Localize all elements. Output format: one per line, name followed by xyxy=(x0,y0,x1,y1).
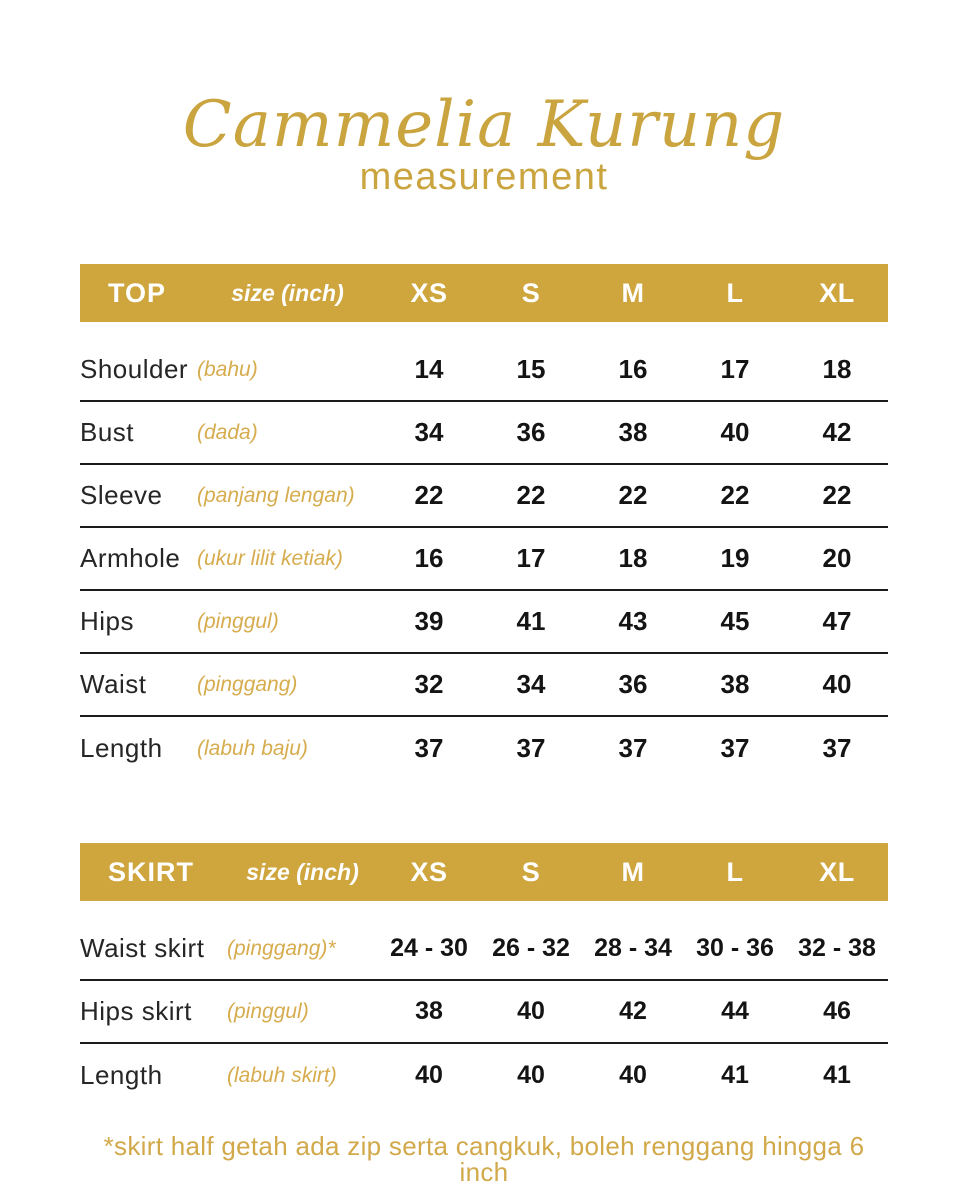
cell-value: 43 xyxy=(618,606,648,636)
cell-value: 40 xyxy=(415,1061,443,1089)
skirt-size-table xyxy=(80,843,888,1107)
cell-value: 38 xyxy=(618,417,648,447)
row-sublabel: (dada) xyxy=(197,420,258,444)
cell-value: 18 xyxy=(618,543,648,573)
size-unit-label: size (inch) xyxy=(246,858,359,885)
row-label: Hips xyxy=(80,606,135,636)
cell-value: 37 xyxy=(720,733,750,763)
table-header-bar xyxy=(80,843,888,901)
cell-value: 22 xyxy=(516,480,546,510)
cell-value: 17 xyxy=(516,543,546,573)
row-header xyxy=(80,606,378,637)
table-row xyxy=(80,339,888,402)
table-row xyxy=(80,591,888,654)
cell-value: 22 xyxy=(618,480,648,510)
size-column-header: XL xyxy=(819,856,855,887)
size-column-header: L xyxy=(726,277,744,308)
cell-value: 28 - 34 xyxy=(594,934,672,962)
cell-value: 36 xyxy=(516,417,546,447)
size-column-header: S xyxy=(521,277,541,308)
row-header xyxy=(80,669,378,700)
cell-value: 22 xyxy=(414,480,444,510)
row-sublabel: (labuh baju) xyxy=(197,736,308,760)
page-subtitle: measurement xyxy=(359,156,609,198)
cell-value: 16 xyxy=(618,354,648,384)
cell-value: 24 - 30 xyxy=(390,934,468,962)
table-row xyxy=(80,528,888,591)
table-row xyxy=(80,1044,888,1107)
size-column-header: XL xyxy=(819,277,855,308)
cell-value: 37 xyxy=(618,733,648,763)
cell-value: 46 xyxy=(823,997,851,1025)
row-header xyxy=(80,480,378,511)
cell-value: 37 xyxy=(414,733,444,763)
cell-value: 41 xyxy=(721,1061,749,1089)
row-label: Armhole xyxy=(80,543,181,573)
cell-value: 45 xyxy=(720,606,750,636)
row-header xyxy=(80,1060,378,1091)
row-sublabel: (pinggang)* xyxy=(227,936,336,960)
row-label: Shoulder xyxy=(80,354,189,384)
measurement-sheet xyxy=(80,88,888,1187)
size-column-header: S xyxy=(521,856,541,887)
cell-value: 32 xyxy=(414,669,444,699)
cell-value: 47 xyxy=(822,606,852,636)
footnote: *skirt half getah ada zip serta cangkuk, boleh renggang hingga 6 inch xyxy=(103,1131,865,1187)
size-unit-label: size (inch) xyxy=(231,279,344,306)
table-name: TOP xyxy=(108,277,167,308)
table-row xyxy=(80,981,888,1044)
cell-value: 40 xyxy=(517,1061,545,1089)
cell-value: 39 xyxy=(414,606,444,636)
cell-value: 40 xyxy=(517,997,545,1025)
row-label: Waist xyxy=(80,669,147,699)
row-sublabel: (pinggul) xyxy=(197,609,279,633)
row-label: Length xyxy=(80,1060,163,1090)
cell-value: 22 xyxy=(822,480,852,510)
cell-value: 40 xyxy=(822,669,852,699)
table-row xyxy=(80,918,888,981)
cell-value: 16 xyxy=(414,543,444,573)
row-label: Bust xyxy=(80,417,135,447)
cell-value: 17 xyxy=(720,354,750,384)
row-header xyxy=(80,933,378,964)
table-row xyxy=(80,654,888,717)
cell-value: 36 xyxy=(618,669,648,699)
cell-value: 18 xyxy=(822,354,852,384)
row-header xyxy=(80,543,378,574)
size-column-header: M xyxy=(621,277,645,308)
table-row xyxy=(80,465,888,528)
cell-value: 42 xyxy=(822,417,852,447)
cell-value: 42 xyxy=(619,997,647,1025)
cell-value: 37 xyxy=(516,733,546,763)
table-rows xyxy=(80,918,888,1107)
table-header-left xyxy=(80,278,378,309)
cell-value: 41 xyxy=(823,1061,851,1089)
cell-value: 41 xyxy=(516,606,546,636)
row-label: Sleeve xyxy=(80,480,163,510)
row-label: Length xyxy=(80,733,163,763)
table-header-bar xyxy=(80,264,888,322)
row-sublabel: (pinggang) xyxy=(197,672,298,696)
cell-value: 34 xyxy=(516,669,546,699)
table-row xyxy=(80,402,888,465)
cell-value: 37 xyxy=(822,733,852,763)
cell-value: 38 xyxy=(720,669,750,699)
table-rows xyxy=(80,339,888,780)
cell-value: 34 xyxy=(414,417,444,447)
row-sublabel: (pinggul) xyxy=(227,999,309,1023)
cell-value: 30 - 36 xyxy=(696,934,774,962)
cell-value: 19 xyxy=(720,543,750,573)
cell-value: 15 xyxy=(516,354,546,384)
cell-value: 22 xyxy=(720,480,750,510)
cell-value: 38 xyxy=(415,997,443,1025)
table-name: SKIRT xyxy=(108,856,194,887)
row-header xyxy=(80,996,378,1027)
row-header xyxy=(80,354,378,385)
row-header xyxy=(80,417,378,448)
table-row xyxy=(80,717,888,780)
table-header-left xyxy=(80,857,378,888)
size-column-header: XS xyxy=(410,856,448,887)
page-title: Cammelia Kurung xyxy=(182,88,786,162)
size-column-header: XS xyxy=(410,277,448,308)
cell-value: 40 xyxy=(720,417,750,447)
cell-value: 40 xyxy=(619,1061,647,1089)
row-sublabel: (panjang lengan) xyxy=(197,483,355,507)
size-column-header: M xyxy=(621,856,645,887)
top-size-table xyxy=(80,264,888,780)
size-column-header: L xyxy=(726,856,744,887)
cell-value: 32 - 38 xyxy=(798,934,876,962)
cell-value: 14 xyxy=(414,354,444,384)
row-sublabel: (labuh skirt) xyxy=(227,1063,337,1087)
row-sublabel: (ukur lilit ketiak) xyxy=(197,546,343,570)
cell-value: 26 - 32 xyxy=(492,934,570,962)
row-sublabel: (bahu) xyxy=(197,357,258,381)
cell-value: 20 xyxy=(822,543,852,573)
row-label: Waist skirt xyxy=(80,933,205,963)
row-header xyxy=(80,733,378,764)
cell-value: 44 xyxy=(721,997,749,1025)
row-label: Hips skirt xyxy=(80,996,192,1026)
